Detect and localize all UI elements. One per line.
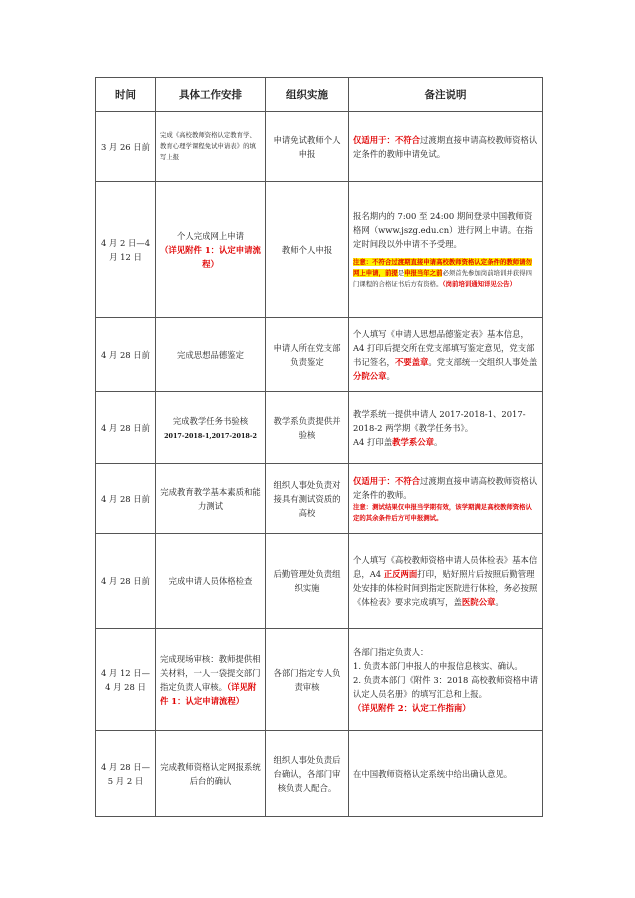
cell-note: 仅适用于：不符合过渡期直接申请高校教师资格认定条件的教师。 注意：测试结果仅申报当学期有效，该学期满足高校教师资格认定的其余条件后方可申报测试。 — [349, 464, 543, 534]
cell-task: 完成教育教学基本素质和能力测试 — [156, 464, 266, 534]
cell-note: 各部门指定负责人： 1. 负责本部门申报人的申报信息核实、确认。 2. 负责本部门《附件 3：2018 高校教师资格申请认定人员名册》的填写汇总和上报。 （详见附件 2：认定工作指南） — [349, 629, 543, 731]
cell-org: 组织人事处负责后台确认，各部门审核负责人配合。 — [266, 731, 349, 817]
table-row — [96, 534, 543, 629]
cell-org: 组织人事处负责对接具有测试资质的高校 — [266, 464, 349, 534]
cell-task: 个人完成网上申请 （详见附件 1：认定申请流程） — [156, 182, 266, 318]
table-row — [96, 392, 543, 464]
cell-note: 个人填写《申请人思想品德鉴定表》基本信息，A4 打印后提交所在党支部填写鉴定意见，党支部书记签名，不要盖章。党支部统一交组织人事处盖分院公章。 — [349, 318, 543, 392]
cell-note: 教学系统一提供申请人 2017-2018-1、2017-2018-2 两学期《教学任务书》。 A4 打印盖教学系公章。 — [349, 392, 543, 464]
table-row — [96, 318, 543, 392]
cell-time: 4 月 12 日—4 月 28 日 — [96, 629, 156, 731]
cell-time: 4 月 28 日前 — [96, 534, 156, 629]
cell-note: 个人填写《高校教师资格申请人员体检表》基本信息，A4 正反两面打印，贴好照片后按照后勤管理处安排的体检时间到指定医院进行体检，务必按照《体检表》要求完成填写，盖医院公章。 — [349, 534, 543, 629]
cell-task: 完成思想品德鉴定 — [156, 318, 266, 392]
table-row — [96, 464, 543, 534]
cell-time: 4 月 28 日前 — [96, 464, 156, 534]
cell-org: 教学系负责提供并验核 — [266, 392, 349, 464]
cell-time: 4 月 28 日前 — [96, 392, 156, 464]
cell-org: 申请人所在党支部负责鉴定 — [266, 318, 349, 392]
cell-time: 4 月 28 日前 — [96, 318, 156, 392]
table-row — [96, 731, 543, 817]
cell-task: 完成教师资格认定网报系统后台的确认 — [156, 731, 266, 817]
table-header-row — [96, 78, 543, 112]
cell-note: 在中国教师资格认定系统中给出确认意见。 — [349, 731, 543, 817]
cell-note: 仅适用于：不符合过渡期直接申请高校教师资格认定条件的教师申请免试。 — [349, 112, 543, 182]
header-org: 组织实施 — [266, 78, 349, 112]
table-row — [96, 182, 543, 318]
cell-task: 完成《高校教师资格认定教育学、教育心理学课程免试申请表》的填写上报 — [156, 112, 266, 182]
cell-time: 4 月 28 日—5 月 2 日 — [96, 731, 156, 817]
cell-task: 完成申请人员体格检查 — [156, 534, 266, 629]
cell-time: 3 月 26 日前 — [96, 112, 156, 182]
cell-org: 各部门指定专人负责审核 — [266, 629, 349, 731]
table-row — [96, 629, 543, 731]
header-time: 时间 — [96, 78, 156, 112]
cell-task: 完成现场审核：教师提供相关材料，一人一袋提交部门指定负责人审核。（详见附件 1：认定申请流程） — [156, 629, 266, 731]
cell-org: 教师个人申报 — [266, 182, 349, 318]
cell-org: 后勤管理处负责组织实施 — [266, 534, 349, 629]
schedule-table — [95, 77, 543, 817]
table-row — [96, 112, 543, 182]
header-note: 备注说明 — [349, 78, 543, 112]
cell-org: 申请免试教师个人申报 — [266, 112, 349, 182]
cell-time: 4 月 2 日—4 月 12 日 — [96, 182, 156, 318]
cell-note: 报名期内的 7:00 至 24:00 期间登录中国教师资格网（www.jszg.edu.cn）进行网上申请。在指定时间段以外申请不予受理。 注意：不符合过渡期直接申请高校教师资格认定条件的教师请勿网上申请，前提是申报当年之前必须首先参加岗前培训并获得四门课程的合格证书后方有资格。（岗前培训通知详见公告） — [349, 182, 543, 318]
cell-task: 完成教学任务书验核 2017-2018-1,2017-2018-2 — [156, 392, 266, 464]
header-task: 具体工作安排 — [156, 78, 266, 112]
